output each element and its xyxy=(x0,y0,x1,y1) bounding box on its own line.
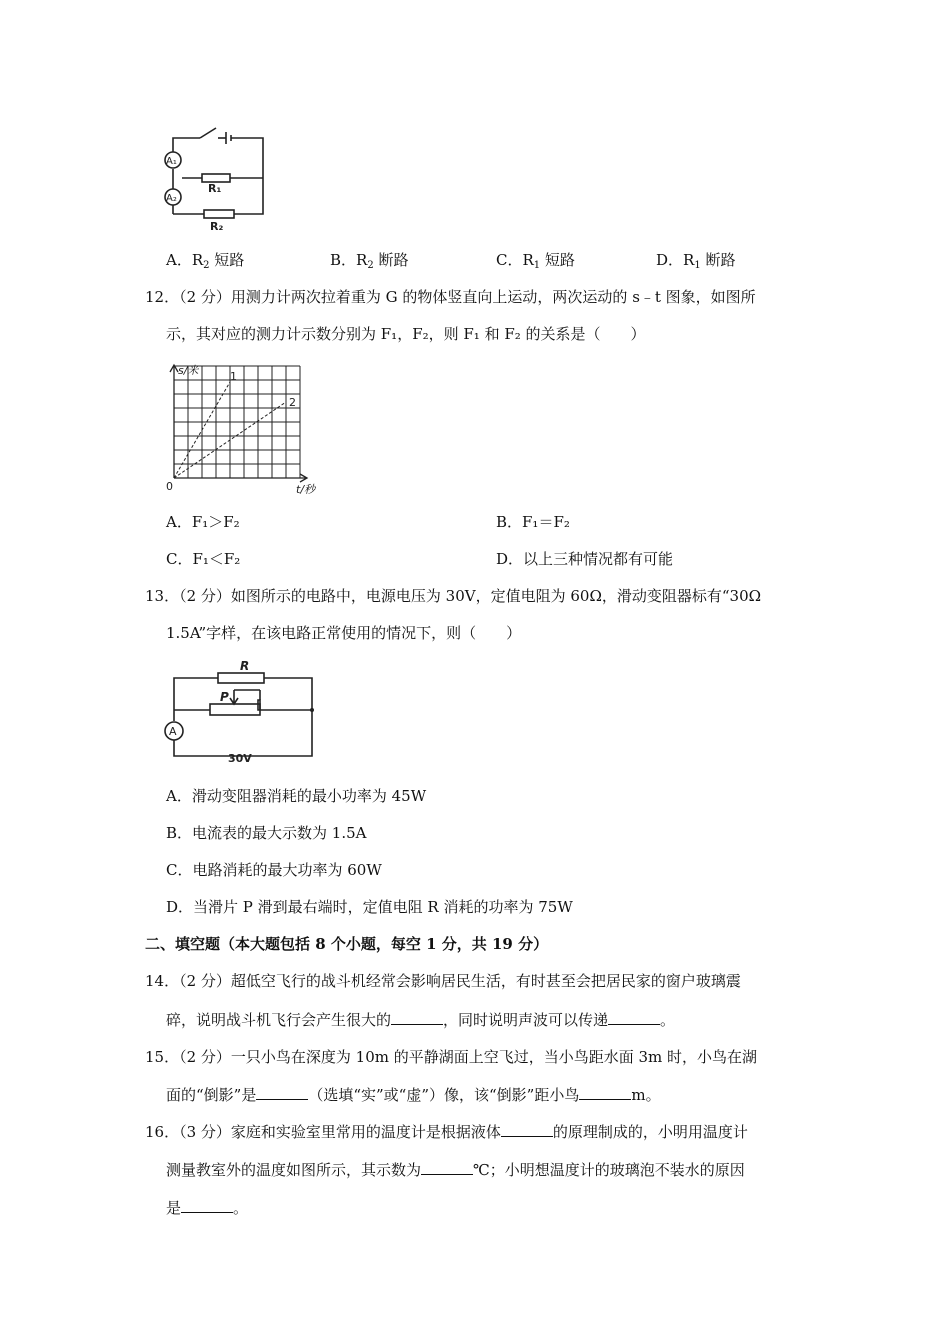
q16-stem-line3 xyxy=(166,1197,248,1218)
q11-option-a-letter: A． xyxy=(166,251,192,269)
q12-line2-label: 2 xyxy=(289,396,296,409)
q13-stem-line2: 1.5A”字样，在该电路正常使用的情况下，则（ ） xyxy=(166,624,522,642)
q15-blank-1[interactable] xyxy=(256,1085,308,1100)
q15-text-c: m。 xyxy=(631,1086,661,1104)
q14-blank-1[interactable] xyxy=(391,1010,443,1025)
q11-option-b-letter: B． xyxy=(330,251,357,269)
q13-circuit-figure xyxy=(162,658,322,768)
q16-text-c: 测量教室外的温度如图所示，其示数为 xyxy=(166,1161,422,1179)
q11-r1-label: R₁ xyxy=(208,182,222,195)
q14-blank-2[interactable] xyxy=(608,1010,660,1025)
q15-stem-line1: 15．（2 分）一只小鸟在深度为 10m 的平静湖面上空飞过，当小鸟距水面 3m 时，小鸟在湖 xyxy=(145,1048,758,1066)
q14-text-a: 碎，说明战斗机飞行会产生很大的 xyxy=(166,1011,392,1029)
q12-option-a[interactable]: A．F₁＞F₂ xyxy=(166,513,240,531)
q11-option-d-sub: 1 xyxy=(694,260,701,271)
q13-voltage-label: 30V xyxy=(228,752,252,765)
q12-stem-line2: 示，其对应的测力计示数分别为 F₁，F₂，则 F₁ 和 F₂ 的关系是（ ） xyxy=(166,325,646,343)
q11-option-c[interactable] xyxy=(496,249,575,271)
q11-option-d-text: R xyxy=(683,251,695,269)
q13-p-label: P xyxy=(220,690,229,704)
q16-blank-2[interactable] xyxy=(421,1160,473,1175)
q12-option-c[interactable]: C．F₁＜F₂ xyxy=(166,550,241,568)
q14-stem-line1: 14．（2 分）超低空飞行的战斗机经常会影响居民生活，有时甚至会把居民家的窗户玻璃震 xyxy=(145,972,741,990)
q16-blank-1[interactable] xyxy=(501,1122,553,1137)
q12-st-graph xyxy=(160,362,320,497)
q11-option-a-sub: 2 xyxy=(203,260,210,271)
q13-option-b[interactable]: B．电流表的最大示数为 1.5A xyxy=(166,824,367,842)
q16-text-b: 的原理制成的，小明用温度计 xyxy=(552,1123,748,1141)
q11-option-c-sub: 1 xyxy=(533,260,541,271)
q11-option-c-letter: C． xyxy=(496,251,523,269)
q11-option-d[interactable] xyxy=(656,249,735,271)
q16-stem-line2 xyxy=(166,1159,745,1180)
q11-option-b-text: R xyxy=(356,251,368,269)
q12-line1-label: 1 xyxy=(230,370,237,383)
q16-blank-3[interactable] xyxy=(181,1198,233,1213)
q15-blank-2[interactable] xyxy=(579,1085,631,1100)
q12-option-b[interactable]: B．F₁＝F₂ xyxy=(496,513,570,531)
q13-r-label: R xyxy=(240,659,250,673)
q11-option-a-text: R xyxy=(191,251,204,269)
q11-circuit-figure xyxy=(160,120,270,235)
q13-stem-line1: 13．（2 分）如图所示的电路中，电源电压为 30V，定值电阻为 60Ω，滑动变阻器标有“30Ω xyxy=(145,587,762,605)
q16-text-d: ℃；小明想温度计的玻璃泡不装水的原因 xyxy=(473,1161,745,1179)
q13-ammeter-label: A xyxy=(169,725,177,738)
q11-option-a-tail: 短路 xyxy=(209,251,245,269)
q13-option-a[interactable]: A．滑动变阻器消耗的最小功率为 45W xyxy=(166,787,427,805)
q11-option-b[interactable] xyxy=(330,249,408,271)
q11-option-c-text: R xyxy=(522,251,534,269)
q14-text-b: ，同时说明声波可以传递 xyxy=(443,1011,609,1029)
q11-option-a[interactable] xyxy=(166,249,244,271)
q14-stem-line2 xyxy=(166,1009,675,1030)
q13-option-c[interactable]: C．电路消耗的最大功率为 60W xyxy=(166,861,382,879)
q12-origin-label: 0 xyxy=(166,480,173,493)
q15-text-a: 面的“倒影”是 xyxy=(166,1086,257,1104)
q11-ammeter-a2-label: A₂ xyxy=(166,193,177,204)
q12-ylabel: s/米 xyxy=(178,364,199,377)
q11-option-c-tail: 短路 xyxy=(540,251,575,269)
q16-text-a: 16．（3 分）家庭和实验室里常用的温度计是根据液体 xyxy=(145,1123,501,1141)
q11-option-d-letter: D． xyxy=(656,251,684,269)
q11-r2-label: R₂ xyxy=(210,220,224,233)
q11-ammeter-a1-label: A₁ xyxy=(166,156,177,167)
q11-option-d-tail: 断路 xyxy=(700,251,736,269)
q15-stem-line2 xyxy=(166,1084,661,1105)
section2-title: 二、填空题（本大题包括 8 个小题，每空 1 分，共 19 分） xyxy=(145,935,549,953)
q16-text-f: 。 xyxy=(233,1199,249,1217)
q13-option-d[interactable]: D．当滑片 P 滑到最右端时，定值电阻 R 消耗的功率为 75W xyxy=(166,898,573,916)
q16-stem-line1 xyxy=(145,1121,748,1142)
q15-text-b: （选填“实”或“虚”）像，该“倒影”距小鸟 xyxy=(308,1086,580,1104)
q16-text-e: 是 xyxy=(166,1199,182,1217)
q11-option-b-sub: 2 xyxy=(367,260,374,271)
q12-stem-line1: 12．（2 分）用测力计两次拉着重为 G 的物体竖直向上运动，两次运动的 s﹣t 图象，如图所 xyxy=(145,288,756,306)
q12-option-d[interactable]: D．以上三种情况都有可能 xyxy=(496,550,674,568)
q12-xlabel: t/秒 xyxy=(296,483,316,496)
q11-option-b-tail: 断路 xyxy=(373,251,409,269)
q14-text-c: 。 xyxy=(660,1011,676,1029)
